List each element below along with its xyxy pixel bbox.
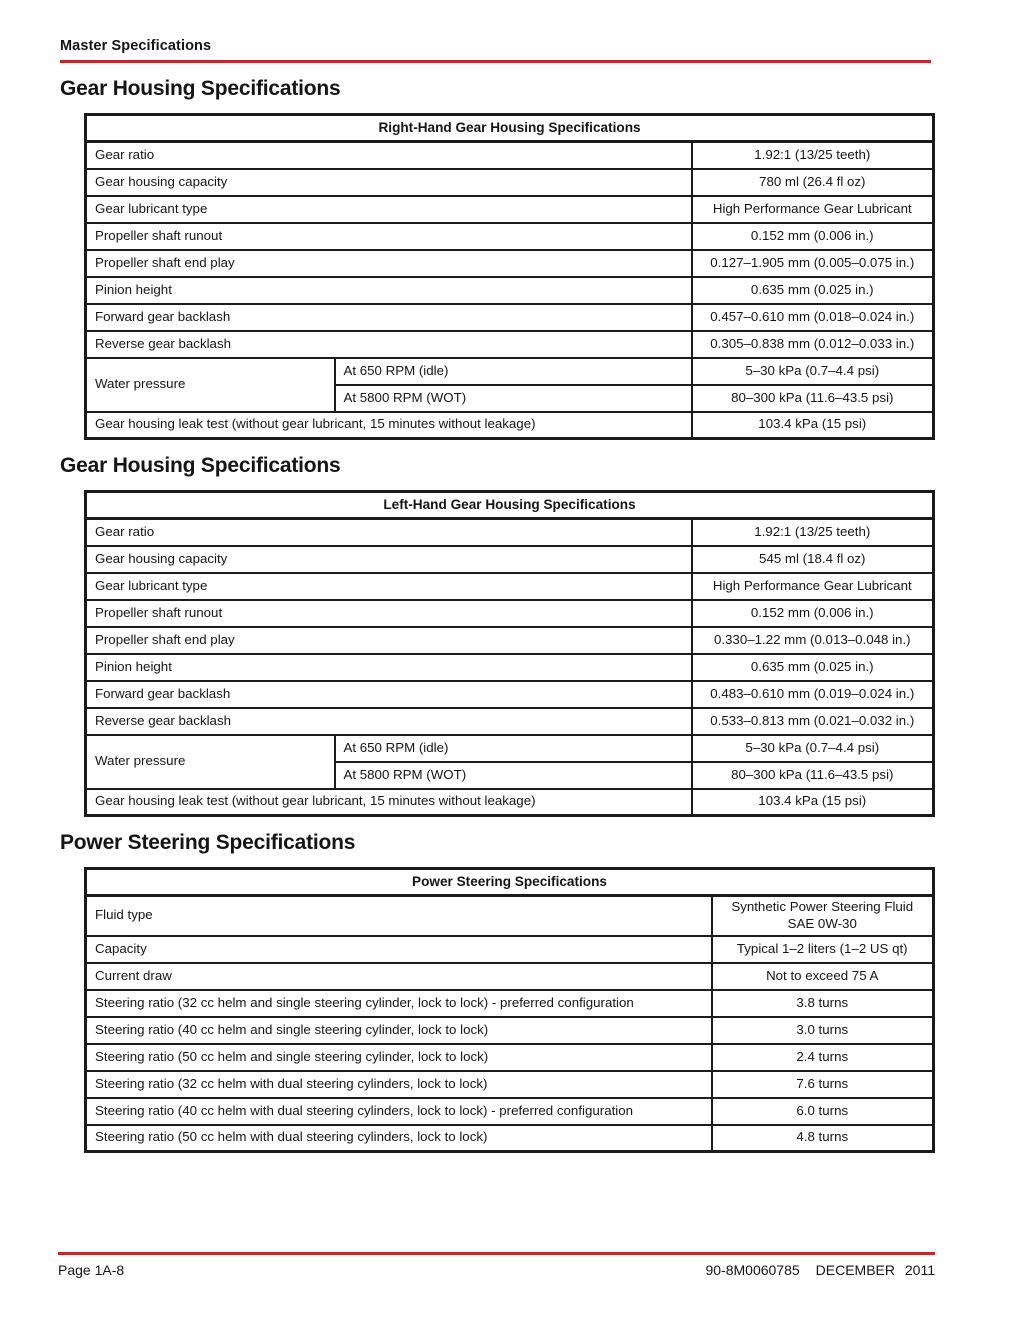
section-heading: Power Steering Specifications <box>60 831 356 854</box>
table-row <box>86 519 934 546</box>
table-row <box>86 1098 934 1125</box>
table-row <box>86 708 934 735</box>
table-row <box>86 627 934 654</box>
spec-label: Propeller shaft end play <box>86 250 692 277</box>
table-row <box>86 142 934 169</box>
spec-value: 80–300 kPa (11.6–43.5 psi) <box>692 762 934 789</box>
spec-value: 0.305–0.838 mm (0.012–0.033 in.) <box>692 331 934 358</box>
spec-value: 0.457–0.610 mm (0.018–0.024 in.) <box>692 304 934 331</box>
spec-label: Gear housing capacity <box>86 169 692 196</box>
section-gear-housing-right <box>60 77 968 440</box>
spec-value: 0.635 mm (0.025 in.) <box>692 277 934 304</box>
table-row <box>86 896 934 936</box>
footer-page-number: Page 1A-8 <box>58 1262 125 1278</box>
spec-value: 545 ml (18.4 fl oz) <box>692 546 934 573</box>
spec-label: Propeller shaft runout <box>86 223 692 250</box>
power-steering-table <box>84 867 935 1153</box>
spec-label: Pinion height <box>86 654 692 681</box>
spec-label: Gear ratio <box>86 519 692 546</box>
table-row <box>86 1017 934 1044</box>
spec-label: Fluid type <box>86 896 712 936</box>
table-row <box>86 412 934 439</box>
table-row <box>86 573 934 600</box>
footer-rule <box>58 1252 935 1255</box>
table-row <box>86 654 934 681</box>
page-footer <box>58 1252 935 1278</box>
spec-value: Not to exceed 75 A <box>712 963 934 990</box>
spec-value: 5–30 kPa (0.7–4.4 psi) <box>692 735 934 762</box>
table-row-water-pressure <box>86 735 934 762</box>
spec-label: Steering ratio (50 cc helm and single steering cylinder, lock to lock) <box>86 1044 712 1071</box>
spec-label: Steering ratio (40 cc helm and single steering cylinder, lock to lock) <box>86 1017 712 1044</box>
spec-value: 0.483–0.610 mm (0.019–0.024 in.) <box>692 681 934 708</box>
spec-label: Steering ratio (50 cc helm with dual steering cylinders, lock to lock) <box>86 1125 712 1152</box>
spec-value: 80–300 kPa (11.6–43.5 psi) <box>692 385 934 412</box>
table-row <box>86 936 934 963</box>
spec-label: Reverse gear backlash <box>86 331 692 358</box>
spec-value: 5–30 kPa (0.7–4.4 psi) <box>692 358 934 385</box>
table-row <box>86 250 934 277</box>
left-gear-housing-table <box>84 490 935 817</box>
section-power-steering <box>60 831 968 1153</box>
spec-value: 7.6 turns <box>712 1071 934 1098</box>
spec-label: Steering ratio (32 cc helm and single steering cylinder, lock to lock) - preferred configuration <box>86 990 712 1017</box>
spec-sublabel: At 650 RPM (idle) <box>335 358 692 385</box>
table-row <box>86 963 934 990</box>
spec-label: Water pressure <box>86 735 335 789</box>
spec-value: 1.92:1 (13/25 teeth) <box>692 519 934 546</box>
table-row <box>86 546 934 573</box>
spec-label: Gear lubricant type <box>86 196 692 223</box>
spec-value: 1.92:1 (13/25 teeth) <box>692 142 934 169</box>
table-title: Right-Hand Gear Housing Specifications <box>86 115 934 142</box>
section-gear-housing-left <box>60 454 968 817</box>
spec-label: Steering ratio (32 cc helm with dual steering cylinders, lock to lock) <box>86 1071 712 1098</box>
table-row <box>86 304 934 331</box>
spec-label: Steering ratio (40 cc helm with dual steering cylinders, lock to lock) - preferred configuration <box>86 1098 712 1125</box>
table-row <box>86 990 934 1017</box>
spec-value: 0.330–1.22 mm (0.013–0.048 in.) <box>692 627 934 654</box>
table-row <box>86 789 934 816</box>
spec-label: Current draw <box>86 963 712 990</box>
spec-value: Synthetic Power Steering Fluid SAE 0W-30 <box>712 896 934 936</box>
spec-label: Gear ratio <box>86 142 692 169</box>
table-row <box>86 1044 934 1071</box>
spec-value: High Performance Gear Lubricant <box>692 573 934 600</box>
table-row <box>86 277 934 304</box>
header-rule <box>60 60 931 63</box>
table-row <box>86 681 934 708</box>
right-gear-housing-table <box>84 113 935 440</box>
spec-label: Propeller shaft runout <box>86 600 692 627</box>
spec-label: Gear lubricant type <box>86 573 692 600</box>
table-row <box>86 223 934 250</box>
table-title-row <box>86 492 934 519</box>
table-row <box>86 1125 934 1152</box>
table-row <box>86 169 934 196</box>
table-row <box>86 196 934 223</box>
spec-label: Gear housing capacity <box>86 546 692 573</box>
spec-value: 6.0 turns <box>712 1098 934 1125</box>
spec-value: Typical 1–2 liters (1–2 US qt) <box>712 936 934 963</box>
spec-label: Propeller shaft end play <box>86 627 692 654</box>
section-heading: Gear Housing Specifications <box>60 454 341 477</box>
spec-sublabel: At 650 RPM (idle) <box>335 735 692 762</box>
table-row-water-pressure <box>86 358 934 385</box>
running-header: Master Specifications <box>60 38 212 54</box>
spec-value: 4.8 turns <box>712 1125 934 1152</box>
spec-value: 0.127–1.905 mm (0.005–0.075 in.) <box>692 250 934 277</box>
spec-label: Water pressure <box>86 358 335 412</box>
spec-value: 3.0 turns <box>712 1017 934 1044</box>
spec-sublabel: At 5800 RPM (WOT) <box>335 762 692 789</box>
table-row <box>86 600 934 627</box>
footer-date: DECEMBER 2011 <box>815 1262 935 1278</box>
spec-value: 103.4 kPa (15 psi) <box>692 412 934 439</box>
spec-value: 780 ml (26.4 fl oz) <box>692 169 934 196</box>
spec-value: 0.152 mm (0.006 in.) <box>692 600 934 627</box>
footer-doc-number: 90-8M0060785 <box>705 1262 800 1278</box>
spec-label: Capacity <box>86 936 712 963</box>
section-heading: Gear Housing Specifications <box>60 77 341 100</box>
spec-label: Reverse gear backlash <box>86 708 692 735</box>
spec-label: Pinion height <box>86 277 692 304</box>
table-title: Power Steering Specifications <box>86 869 934 896</box>
spec-label: Forward gear backlash <box>86 681 692 708</box>
table-title: Left-Hand Gear Housing Specifications <box>86 492 934 519</box>
spec-value: 0.152 mm (0.006 in.) <box>692 223 934 250</box>
spec-value: 0.635 mm (0.025 in.) <box>692 654 934 681</box>
spec-value: 0.533–0.813 mm (0.021–0.032 in.) <box>692 708 934 735</box>
spec-value: 103.4 kPa (15 psi) <box>692 789 934 816</box>
table-title-row <box>86 115 934 142</box>
spec-sublabel: At 5800 RPM (WOT) <box>335 385 692 412</box>
spec-label: Gear housing leak test (without gear lubricant, 15 minutes without leakage) <box>86 412 692 439</box>
spec-value: 3.8 turns <box>712 990 934 1017</box>
table-row <box>86 1071 934 1098</box>
spec-label: Gear housing leak test (without gear lubricant, 15 minutes without leakage) <box>86 789 692 816</box>
spec-value: 2.4 turns <box>712 1044 934 1071</box>
table-row <box>86 331 934 358</box>
spec-label: Forward gear backlash <box>86 304 692 331</box>
spec-value: High Performance Gear Lubricant <box>692 196 934 223</box>
table-title-row <box>86 869 934 896</box>
